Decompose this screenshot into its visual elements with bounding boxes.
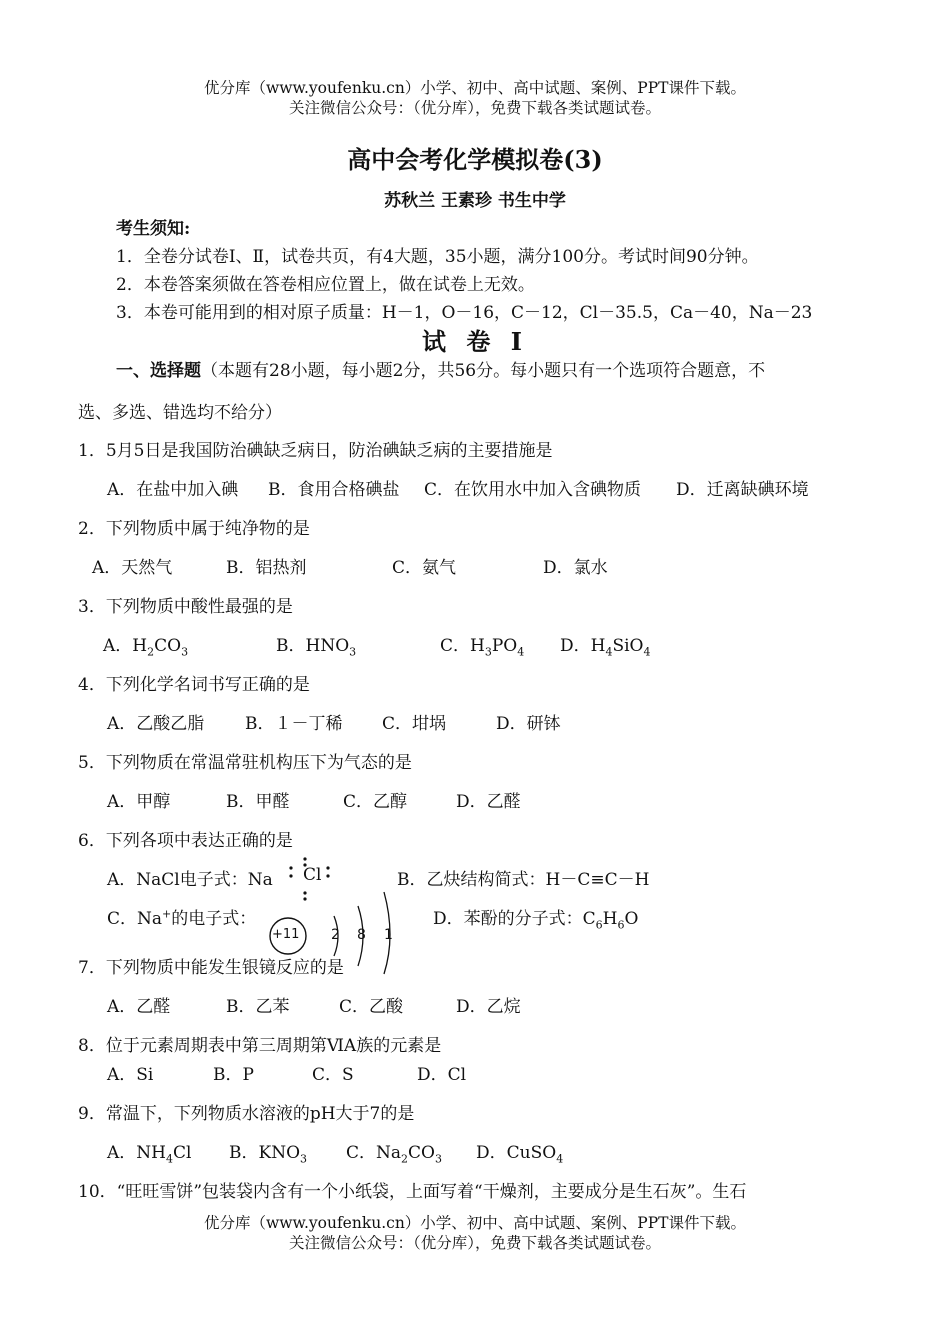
q8-option-d: D．Cl	[417, 1065, 467, 1085]
q6-option-a-cl: Cl	[303, 865, 322, 885]
q9-option-c: C．$Na_2CO_3$	[346, 1143, 442, 1166]
notice-item-3: 3．本卷可能用到的相对原子质量：H－1，O－16，C－12，Cl－35.5，Ca－40，Na－23	[116, 303, 813, 323]
q2-stem: 2．下列物质中属于纯净物的是	[78, 519, 310, 539]
q8-stem: 8．位于元素周期表中第三周期第ⅥA族的元素是	[78, 1036, 442, 1056]
q9-option-a: A．$NH_4Cl$	[107, 1143, 192, 1166]
q2-option-d: D．氯水	[543, 558, 608, 578]
section1-desc-b: 选、多选、错选均不给分）	[78, 403, 282, 423]
section1-desc	[116, 356, 765, 381]
notice-item-2: 2．本卷答案须做在答卷相应位置上，做在试卷上无效。	[116, 275, 535, 295]
q3-option-b: B．$HNO_3$	[276, 636, 357, 659]
q7-option-b: B．乙苯	[226, 997, 290, 1017]
authors: 苏秋兰 王素珍 书生中学	[384, 191, 566, 211]
header-line-2: 关注微信公众号：（优分库），免费下载各类试题试卷。	[288, 99, 661, 117]
q8-option-b: B．P	[213, 1065, 254, 1085]
q4-option-a: A．乙酸乙脂	[107, 714, 205, 734]
footer-line-1: 优分库（www.youfenku.cn）小学、初中、高中试题、案例、PPT课件下载。	[203, 1214, 747, 1232]
q3-option-a: A．$H_2CO_3$	[103, 636, 189, 659]
q1-option-b: B．食用合格碘盐	[268, 480, 400, 500]
section1-desc-a: （本题有28小题，每小题2分，共56分。每小题只有一个选项符合题意，不	[201, 361, 766, 381]
q5-option-c: C．乙醇	[343, 792, 408, 812]
q2-option-c: C．氨气	[392, 558, 457, 578]
shell-2-count: 8	[357, 927, 366, 943]
q1-stem: 1．5月5日是我国防治碘缺乏病日，防治碘缺乏病的主要措施是	[78, 441, 553, 461]
q4-option-c: C．坩埚	[382, 714, 447, 734]
q6-stem: 6．下列各项中表达正确的是	[78, 831, 293, 851]
q6-option-b: B．乙炔结构简式：H－C≡C－H	[397, 870, 650, 890]
q1-option-c: C．在饮用水中加入含碘物质	[424, 480, 642, 500]
q5-option-b: B．甲醛	[226, 792, 290, 812]
q9-stem: 9．常温下，下列物质水溶液的pH大于7的是	[78, 1104, 415, 1124]
q5-stem: 5．下列物质在常温常驻机构压下为气态的是	[78, 753, 412, 773]
q5-option-d: D．乙醛	[456, 792, 521, 812]
q9-option-b: B．$KNO_3$	[229, 1143, 308, 1166]
q7-option-a: A．乙醛	[107, 997, 171, 1017]
q9-option-d: D．CuSO$_4$	[476, 1143, 564, 1166]
q2-option-a: A．天然气	[92, 558, 173, 578]
q4-option-d: D．研钵	[496, 714, 561, 734]
q3-option-c: C．$H_3PO_4$	[440, 636, 525, 659]
q1-option-d: D．迁离缺碘环境	[676, 480, 809, 500]
header-line-1: 优分库（www.youfenku.cn）小学、初中、高中试题、案例、PPT课件下载。	[203, 79, 747, 97]
shell-3-count: 1	[384, 927, 393, 943]
q5-option-a: A．甲醇	[107, 792, 171, 812]
notice-item-1: 1．全卷分试卷Ⅰ、Ⅱ，试卷共页，有4大题，35小题，满分100分。考试时间90分钟。	[116, 247, 759, 267]
q8-option-a: A．Si	[107, 1065, 154, 1085]
q2-option-b: B．铝热剂	[226, 558, 307, 578]
q6-option-d: D．苯酚的分子式：$C_6H_6O$	[433, 909, 639, 932]
q7-option-d: D．乙烷	[456, 997, 521, 1017]
q7-option-c: C．乙酸	[339, 997, 404, 1017]
page-title: 高中会考化学模拟卷(3)	[347, 145, 603, 174]
footer-line-2: 关注微信公众号：（优分库），免费下载各类试题试卷。	[288, 1234, 661, 1252]
q3-option-d: D．$H_4SiO_4$	[560, 636, 651, 659]
q6-option-a: A．NaCl电子式：Na	[107, 870, 273, 890]
q1-option-a: A．在盐中加入碘	[107, 480, 239, 500]
shell-1-count: 2	[331, 927, 340, 943]
q6-option-c: C．Na+的电子式：	[107, 907, 257, 929]
q4-option-b: B．１－丁稀	[245, 714, 343, 734]
q8-option-c: C．S	[312, 1065, 354, 1085]
q4-stem: 4．下列化学名词书写正确的是	[78, 675, 310, 695]
q10-stem: 10．“旺旺雪饼”包装袋内含有一个小纸袋，上面写着“干燥剂，主要成分是生石灰”。生石	[78, 1182, 747, 1202]
q7-stem: 7．下列物质中能发生银镜反应的是	[78, 958, 344, 978]
section1-heading: 一、选择题	[116, 361, 201, 381]
notice-heading: 考生须知:	[116, 219, 191, 239]
q3-stem: 3．下列物质中酸性最强的是	[78, 597, 293, 617]
section-title: 试 卷 Ⅰ	[422, 327, 528, 356]
nucleus-label: +11	[272, 927, 300, 942]
